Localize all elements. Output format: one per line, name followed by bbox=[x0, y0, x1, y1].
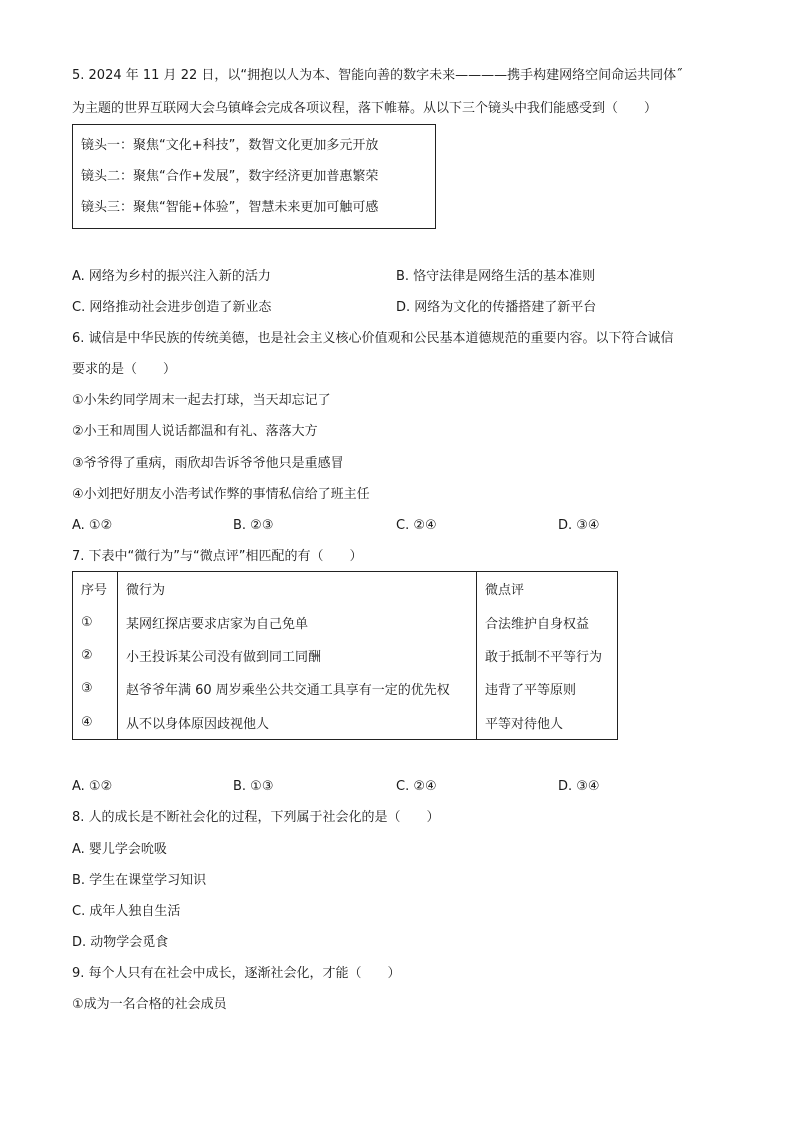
table-row bbox=[73, 639, 618, 672]
q5-option-a: A. 网络为乡村的振兴注入新的活力 bbox=[72, 269, 271, 284]
table-cell: 敢于抵制不平等行为 bbox=[477, 639, 618, 672]
q9-item-1: ①成为一名合格的社会成员 bbox=[72, 997, 227, 1012]
q6-option-d: D. ③④ bbox=[558, 518, 600, 533]
q5-option-d: D. 网络为文化的传播搭建了新平台 bbox=[396, 300, 597, 315]
table-row bbox=[73, 706, 618, 740]
table-cell: 从不以身体原因歧视他人 bbox=[118, 706, 477, 740]
table-cell: 平等对待他人 bbox=[477, 706, 618, 740]
table-header-cell: 序号 bbox=[73, 572, 118, 606]
table-header-row bbox=[73, 572, 618, 606]
q5-stem-line2: 为主题的世界互联网大会乌镇峰会完成各项议程，落下帷幕。从以下三个镜头中我们能感受到（ ） bbox=[72, 101, 658, 116]
table-cell: ④ bbox=[73, 706, 118, 740]
q7-option-a: A. ①② bbox=[72, 779, 113, 794]
q6-stem-line1: 6. 诚信是中华民族的传统美德，也是社会主义核心价值观和公民基本道德规范的重要内容。以下符合诚信 bbox=[72, 331, 674, 346]
table-header-cell: 微行为 bbox=[118, 572, 477, 606]
table-cell: ② bbox=[73, 639, 118, 672]
q5-scene-3: 镜头三：聚焦“智能+体验”，智慧未来更加可触可感 bbox=[81, 200, 379, 215]
q8-option-b: B. 学生在课堂学习知识 bbox=[72, 873, 207, 888]
q5-scene-box bbox=[72, 124, 436, 229]
q6-item-3: ③爷爷得了重病，雨欣却告诉爷爷他只是重感冒 bbox=[72, 456, 344, 471]
q7-option-b: B. ①③ bbox=[233, 779, 274, 794]
q7-option-d: D. ③④ bbox=[558, 779, 600, 794]
q8-option-a: A. 婴儿学会吮吸 bbox=[72, 842, 167, 857]
q6-option-b: B. ②③ bbox=[233, 518, 274, 533]
q7-option-c: C. ②④ bbox=[396, 779, 437, 794]
q6-item-4: ④小刘把好朋友小浩考试作弊的事情私信给了班主任 bbox=[72, 487, 370, 502]
q5-option-b: B. 恪守法律是网络生活的基本准则 bbox=[396, 269, 596, 284]
q5-scene-2: 镜头二：聚焦“合作+发展”，数字经济更加普惠繁荣 bbox=[81, 169, 379, 184]
table-cell: 小王投诉某公司没有做到同工同酬 bbox=[118, 639, 477, 672]
q8-option-c: C. 成年人独自生活 bbox=[72, 904, 181, 919]
table-cell: 合法维护自身权益 bbox=[477, 605, 618, 638]
q6-item-1: ①小朱约同学周末一起去打球，当天却忘记了 bbox=[72, 393, 331, 408]
table-cell: ③ bbox=[73, 672, 118, 705]
q7-table bbox=[72, 571, 618, 740]
table-cell: 某网红探店要求店家为自己免单 bbox=[118, 605, 477, 638]
q6-stem-line2: 要求的是（ ） bbox=[72, 362, 177, 377]
q5-scene-1: 镜头一：聚焦“文化+科技”，数智文化更加多元开放 bbox=[81, 138, 379, 153]
table-cell: 违背了平等原则 bbox=[477, 672, 618, 705]
q6-option-c: C. ②④ bbox=[396, 518, 437, 533]
q5-option-c: C. 网络推动社会进步创造了新业态 bbox=[72, 300, 272, 315]
q6-item-2: ②小王和周围人说话都温和有礼、落落大方 bbox=[72, 424, 318, 439]
table-row bbox=[73, 605, 618, 638]
q8-option-d: D. 动物学会觅食 bbox=[72, 935, 169, 950]
q8-stem: 8. 人的成长是不断社会化的过程，下列属于社会化的是（ ） bbox=[72, 810, 440, 825]
q7-stem: 7. 下表中“微行为”与“微点评”相匹配的有（ ） bbox=[72, 549, 363, 564]
q6-option-a: A. ①② bbox=[72, 518, 113, 533]
q5-stem-line1: 5. 2024 年 11 月 22 日，以“拥抱以人为本、智能向善的数字未来————携手构建网络空间命运共同体˝ bbox=[72, 68, 683, 83]
table-cell: 赵爷爷年满 60 周岁乘坐公共交通工具享有一定的优先权 bbox=[118, 672, 477, 705]
table-header-cell: 微点评 bbox=[477, 572, 618, 606]
table-cell: ① bbox=[73, 605, 118, 638]
table-row bbox=[73, 672, 618, 705]
q9-stem: 9. 每个人只有在社会中成长，逐渐社会化，才能（ ） bbox=[72, 966, 401, 981]
